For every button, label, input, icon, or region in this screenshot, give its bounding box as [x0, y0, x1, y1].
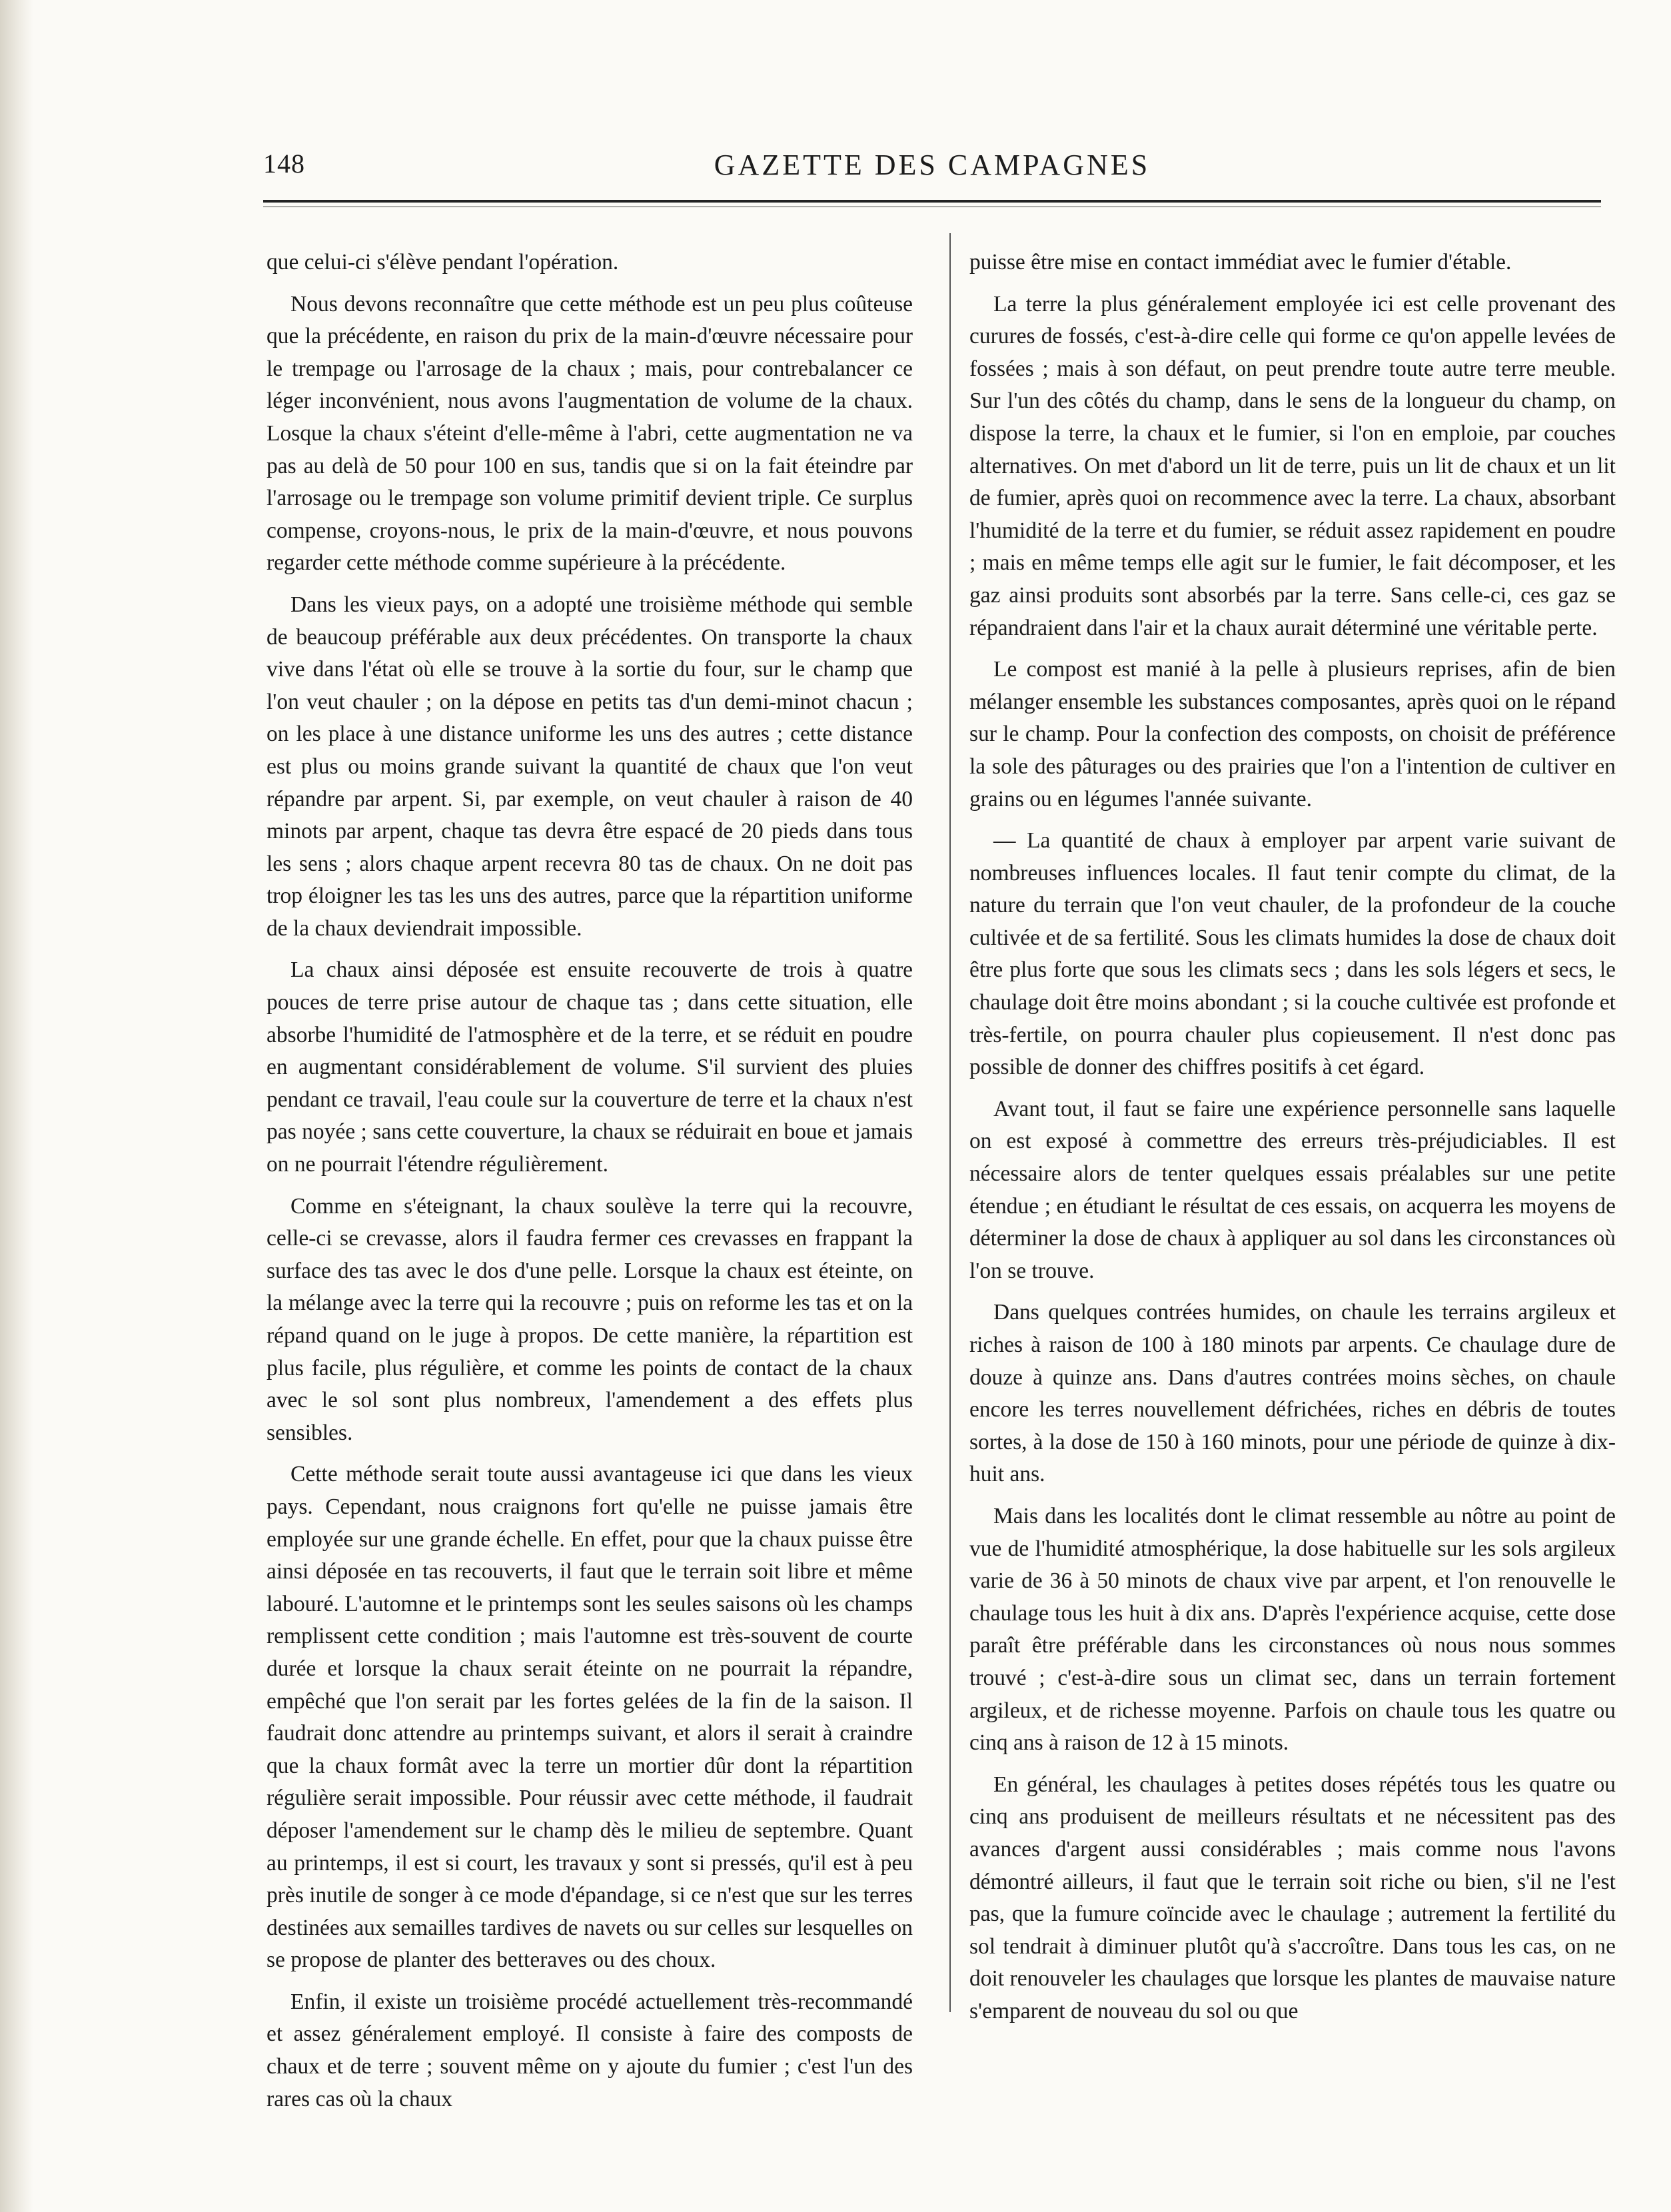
- page-edge-shadow: [0, 0, 33, 2212]
- column-divider: [949, 233, 951, 2012]
- right-column: [969, 247, 1616, 2027]
- paragraph: La terre la plus généralement employée ici est celle provenant des curures de fossés, c'est-à-dire celle qui forme ce qu'on appelle levées de fossées ; mais à son défaut, on peut prendre toute autre terre meuble. Sur l'un des côtés du champ, dans le sens de la longueur du champ, on dispose la terre, la chaux et le fumier, si l'on en emploie, par couches alternatives. On met d'abord un lit de terre, puis un lit de chaux et un lit de fumier, après quoi on recommence avec la terre. La chaux, absorbant l'humidité de la terre et du fumier, se réduit assez rapidement en poudre ; mais en même temps elle agit sur le fumier, le fait décomposer, et les gaz ainsi produits sont absorbés par la terre. Sans celle-ci, ces gaz se répandraient dans l'air et la chaux aurait déterminé une véritable perte.: [969, 291, 1616, 640]
- paragraph: Avant tout, il faut se faire une expérience personnelle sans laquelle on est exposé à commettre des erreurs très-préjudiciables. Il est nécessaire alors de tenter quelques essais préalables sur une petite étendue ; en étudiant le résultat de ces essais, on acquerra les moyens de déterminer la dose de chaux à appliquer au sol dans les circonstances où l'on se trouve.: [969, 1096, 1616, 1283]
- paragraph: Enfin, il existe un troisième procédé actuellement très-recommandé et assez généralement employé. Il consiste à faire des composts de chaux et de terre ; souvent même on y ajoute du fumier ; c'est l'un des rares cas où la chaux: [267, 1989, 913, 2111]
- paragraph: Comme en s'éteignant, la chaux soulève la terre qui la recouvre, celle-ci se crevasse, alors il faudra fermer ces crevasses en frappant la surface des tas avec le dos d'une pelle. Lorsque la chaux est éteinte, on la mélange avec la terre qui la recouvre ; puis on reforme les tas et on la répand quand on le juge à propos. De cette manière, la répartition est plus facile, plus régulière, et comme les points de contact de la chaux avec le sol sont plus nombreux, l'amendement a des effets plus sensibles.: [267, 1193, 913, 1445]
- journal-title: GAZETTE DES CAMPAGNES: [714, 149, 1151, 181]
- paragraph: En général, les chaulages à petites doses répétés tous les quatre ou cinq ans produisent de meilleurs résultats et ne nécessitent pas des avances d'argent aussi considérables ; mais comme nous l'avons démontré ailleurs, il faut que le terrain soit riche ou bien, s'il ne l'est pas, que la fumure coïncide avec le chaulage ; autrement la fertilité du sol tendrait à diminuer plutôt qu'à s'accroître. Dans tous les cas, on ne doit renouveler les chaulages que lorsque les plantes de mauvaise nature s'emparent de nouveau du sol ou que: [969, 1772, 1616, 2023]
- paragraph: Mais dans les localités dont le climat ressemble au nôtre au point de vue de l'humidité atmosphérique, la dose habituelle sur les sols argileux varie de 36 à 50 minots de chaux vive par arpent, et l'on renouvelle le chaulage tous les huit à dix ans. D'après l'expérience acquise, cette dose paraît être préférable dans les circonstances où nous nous sommes trouvé ; c'est-à-dire sous un climat sec, dans un terrain fortement argileux, et de richesse moyenne. Parfois on chaule tous les quatre ou cinq ans à raison de 12 à 15 minots.: [969, 1503, 1616, 1756]
- paragraph: — La quantité de chaux à employer par arpent varie suivant de nombreuses influences locales. Il faut tenir compte du climat, de la nature du terrain que l'on veut chauler, de la profondeur de la couche cultivée et de sa fertilité. Sous les climats humides la dose de chaux doit être plus forte que sous les climats secs ; dans les sols légers et secs, le chaulage doit être moins abondant ; si la couche cultivée est profonde et très-fertile, on pourra chauler plus copieusement. Il n'est donc pas possible de donner des chiffres positifs à cet égard.: [969, 828, 1616, 1080]
- paragraph: Dans quelques contrées humides, on chaule les terrains argileux et riches à raison de 100 à 180 minots par arpents. Ce chaulage dure de douze à quinze ans. Dans d'autres contrées moins sèches, on chaule encore les terres nouvellement défrichées, riches en débris de toutes sortes, à la dose de 150 à 160 minots, pour une période de quinze à dix-huit ans.: [969, 1300, 1616, 1487]
- paragraph: Cette méthode serait toute aussi avantageuse ici que dans les vieux pays. Cependant, nous craignons fort qu'elle ne puisse jamais être employée sur une grande échelle. En effet, pour que la chaux puisse être ainsi déposée en tas recouverts, il faut que le terrain soit libre et même labouré. L'automne et le printemps sont les seules saisons où les champs remplissent cette condition ; mais l'automne est très-souvent de courte durée et lorsque la chaux serait éteinte on ne pourrait la répandre, empêché que l'on serait par les fortes gelées de la fin de la saison. Il faudrait donc attendre au printemps suivant, et alors il serait à craindre que la chaux formât avec la terre un mortier dûr dont la répartition régulière serait impossible. Pour réussir avec cette méthode, il faudrait déposer l'amendement sur le champ dès le milieu de septembre. Quant au printemps, il est si court, les travaux y sont si pressés, qu'il est à peu près inutile de songer à ce mode d'épandage, si ce n'est que sur les terres destinées aux semailles tardives de navets ou sur celles sur lesquelles on se propose de planter des betteraves ou des choux.: [267, 1462, 913, 1973]
- paragraph: Nous devons reconnaître que cette méthode est un peu plus coûteuse que la précédente, en raison du prix de la main-d'œuvre nécessaire pour le trempage ou l'arrosage de la chaux ; mais, pour contrebalancer ce léger inconvénient, nous avons l'augmentation de volume de la chaux. Losque la chaux s'éteint d'elle-même à l'abri, cette augmentation ne va pas au delà de 50 pour 100 en sus, tandis que si on la fait éteindre par l'arrosage ou le trempage son volume primitif devient triple. Ce surplus compense, croyons-nous, le prix de la main-d'œuvre, et nous pouvons regarder cette méthode comme supérieure à la précédente.: [267, 291, 913, 576]
- paragraph: puisse être mise en contact immédiat avec le fumier d'étable.: [969, 250, 1512, 275]
- left-column: [267, 247, 913, 2115]
- header-rule: [263, 200, 1601, 207]
- paragraph: Dans les vieux pays, on a adopté une troisième méthode qui semble de beaucoup préférable aux deux précédentes. On transporte la chaux vive dans l'état où elle se trouve à la sortie du four, sur le champ que l'on veut chauler ; on la dépose en petits tas d'un demi-minot chacun ; on les place à une distance uniforme les uns des autres ; cette distance est plus ou moins grande suivant la quantité de chaux que l'on veut répandre par arpent. Si, par exemple, on veut chauler à raison de 40 minots par arpent, chaque tas devra être espacé de 20 pieds dans tous les sens ; alors chaque arpent recevra 80 tas de chaux. On ne doit pas trop éloigner les tas les uns des autres, parce que la répartition uniforme de la chaux deviendrait impossible.: [267, 592, 913, 941]
- page-header: [263, 148, 1601, 188]
- paragraph: Le compost est manié à la pelle à plusieurs reprises, afin de bien mélanger ensemble les substances composantes, après quoi on le répand sur le champ. Pour la confection des composts, on choisit de préférence la sole des pâturages ou des prairies que l'on a l'intention de cultiver en grains ou en légumes l'année suivante.: [969, 657, 1616, 812]
- page-number: 148: [263, 149, 305, 179]
- paragraph: La chaux ainsi déposée est ensuite recouverte de trois à quatre pouces de terre prise autour de chaque tas ; dans cette situation, elle absorbe l'humidité de l'atmosphère et de la terre, et se réduit en poudre en augmentant considérablement de volume. S'il survient des pluies pendant ce travail, l'eau coule sur la couverture de terre et la chaux n'est pas noyée ; sans cette couverture, la chaux se réduirait en boue et jamais on ne pourrait l'étendre régulièrement.: [267, 957, 913, 1177]
- paragraph: que celui-ci s'élève pendant l'opération.: [267, 250, 619, 275]
